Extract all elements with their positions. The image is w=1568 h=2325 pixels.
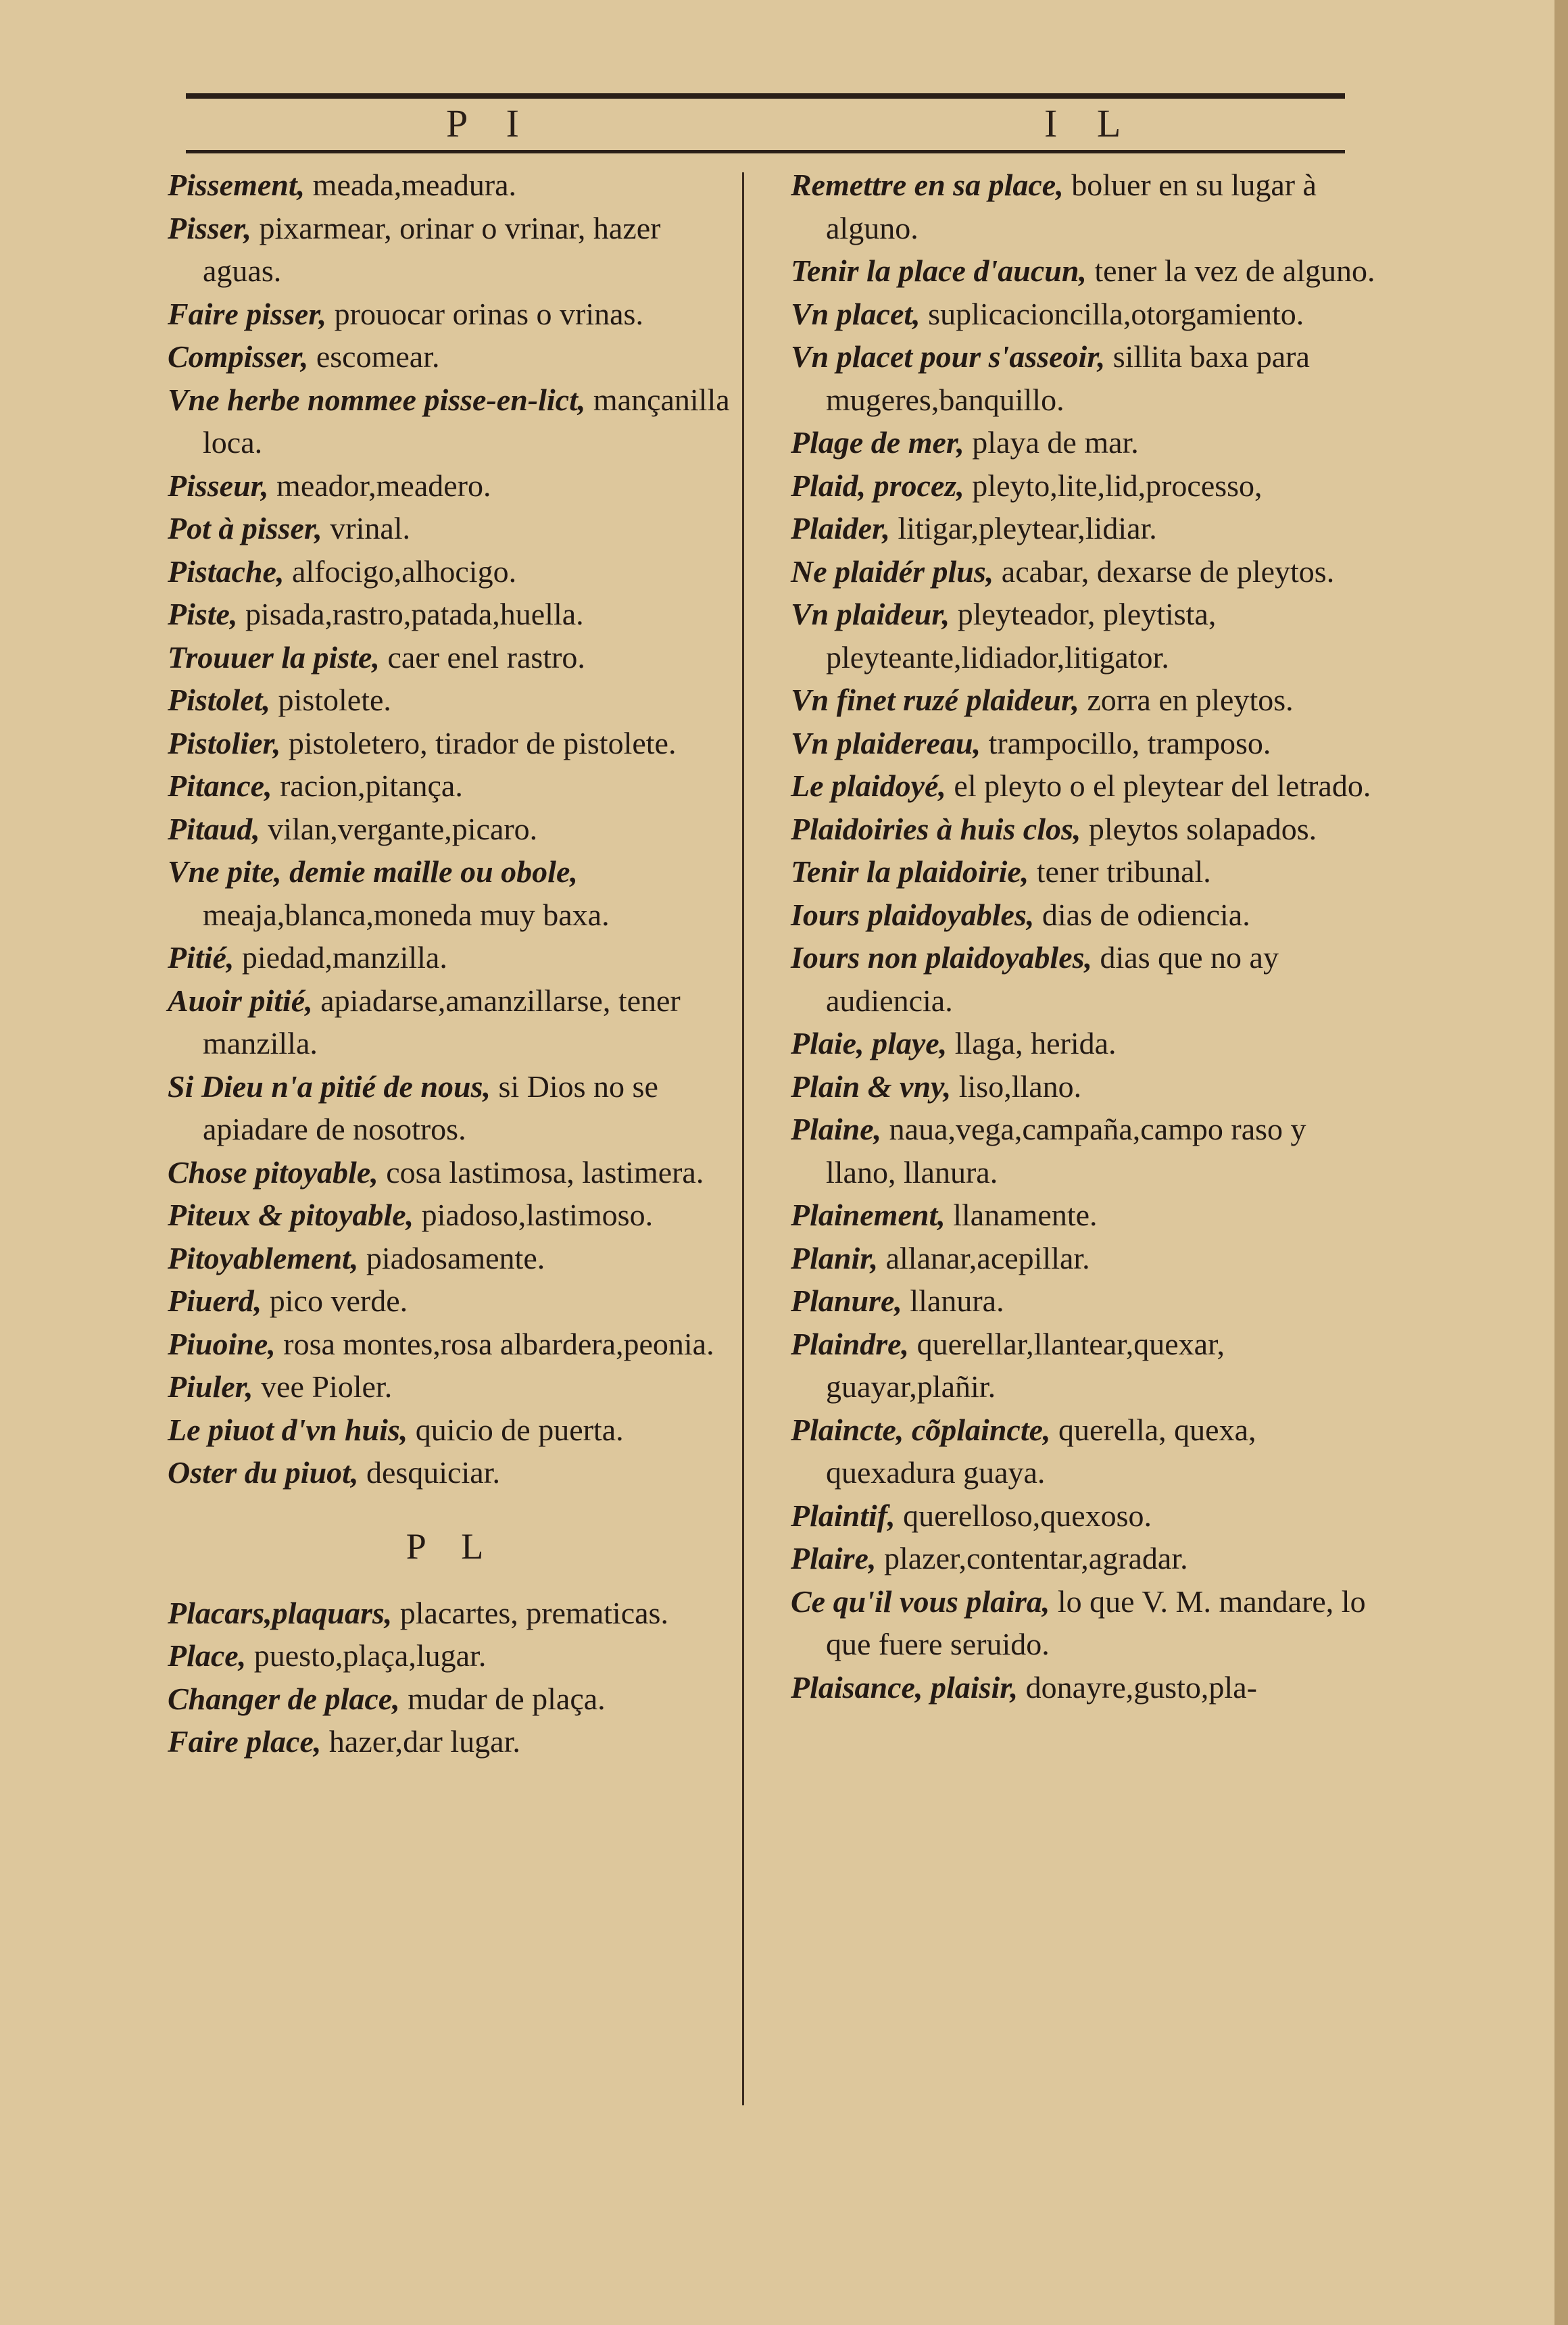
dictionary-entry — [168, 593, 735, 636]
dictionary-entry — [168, 1365, 735, 1409]
entry-headword: Vne herbe nommee pisse-en-lict, — [168, 382, 586, 417]
entry-translation: cosa lastimosa, lastimera. — [386, 1154, 704, 1190]
entry-headword: Iours plaidoyables, — [791, 897, 1035, 932]
entry-translation: trampocillo, tramposo. — [988, 725, 1271, 760]
entry-headword: Si Dieu n'a pitié de nous, — [168, 1069, 491, 1104]
entry-headword: Plage de mer, — [791, 425, 964, 460]
entry-headword: Vn plaideur, — [791, 597, 950, 631]
left-entries-after — [168, 1592, 735, 1763]
entry-translation: piedad,manzilla. — [241, 940, 447, 975]
dictionary-entry — [168, 679, 735, 722]
dictionary-entry — [168, 1151, 735, 1194]
entry-translation: llanura. — [910, 1283, 1004, 1318]
entry-headword: Place, — [168, 1638, 247, 1673]
right-entries — [791, 164, 1379, 1709]
entry-translation: puesto,plaça,lugar. — [253, 1638, 487, 1673]
entry-headword: Pissement, — [168, 168, 305, 202]
dictionary-entry — [791, 808, 1379, 851]
dictionary-entry — [168, 1451, 735, 1494]
dictionary-entry — [791, 464, 1379, 508]
dictionary-entry — [168, 378, 735, 464]
entry-headword: Auoir pitié, — [168, 983, 313, 1018]
dictionary-entry — [168, 164, 735, 207]
entry-headword: Tenir la place d'aucun, — [791, 253, 1087, 288]
entry-headword: Piuerd, — [168, 1283, 262, 1318]
entry-headword: Vn placet, — [791, 296, 921, 331]
section-heading: P L — [406, 1525, 497, 1567]
entry-translation: querellar,llantear,quexar, guayar,plañir. — [826, 1326, 1225, 1404]
dictionary-entry — [791, 593, 1379, 679]
entry-headword: Piteux & pitoyable, — [168, 1198, 414, 1232]
entry-translation: plazer,contentar,agradar. — [883, 1541, 1188, 1575]
entry-translation: naua,vega,campaña,campo raso y llano, llanura. — [826, 1112, 1306, 1190]
dictionary-entry — [168, 722, 735, 765]
dictionary-entry — [791, 335, 1379, 421]
entry-translation: vee Pioler. — [261, 1369, 393, 1404]
entry-translation: meada,meadura. — [312, 168, 517, 202]
dictionary-entry — [791, 164, 1379, 249]
entry-translation: allanar,acepillar. — [885, 1240, 1090, 1275]
dictionary-entry — [791, 293, 1379, 336]
entry-headword: Iours non plaidoyables, — [791, 940, 1093, 975]
dictionary-entry — [168, 808, 735, 851]
dictionary-entry — [168, 936, 735, 979]
dictionary-entry — [791, 1580, 1379, 1666]
entry-headword: Plaid, procez, — [791, 468, 964, 503]
dictionary-entry — [168, 1720, 735, 1763]
dictionary-entry — [168, 207, 735, 293]
entry-headword: Pistolet, — [168, 683, 271, 717]
dictionary-entry — [168, 1592, 735, 1635]
entry-headword: Pitoyablement, — [168, 1240, 359, 1275]
dictionary-entry — [791, 249, 1379, 293]
entry-translation: acabar, dexarse de pleytos. — [1001, 554, 1335, 589]
entry-translation: rosa montes,rosa albardera,peonia. — [283, 1326, 714, 1361]
entry-translation: mudar de plaça. — [408, 1681, 606, 1716]
dictionary-entry — [168, 335, 735, 378]
entry-translation: escomear. — [316, 339, 440, 374]
dictionary-entry — [168, 1065, 735, 1151]
entry-translation: tener tribunal. — [1036, 854, 1211, 889]
entry-translation: llanamente. — [953, 1198, 1098, 1232]
entry-headword: Faire pisser, — [168, 296, 327, 331]
dictionary-entry — [168, 1279, 735, 1323]
entry-translation: lo que V. M. mandare, lo que fuere seruido. — [826, 1584, 1366, 1661]
entry-translation: racion,pitança. — [280, 768, 463, 803]
entry-translation: hazer,dar lugar. — [328, 1724, 520, 1759]
entry-translation: mançanilla loca. — [203, 382, 730, 460]
entry-translation: pistolete. — [278, 683, 391, 717]
entry-headword: Compisser, — [168, 339, 309, 374]
entry-translation: querella, quexa, quexadura guaya. — [826, 1412, 1256, 1490]
entry-headword: Le piuot d'vn huis, — [168, 1412, 408, 1447]
dictionary-entry — [791, 679, 1379, 722]
entry-headword: Plaindre, — [791, 1326, 910, 1361]
dictionary-entry — [791, 1065, 1379, 1108]
dictionary-entry — [791, 850, 1379, 894]
dictionary-entry — [168, 1237, 735, 1280]
dictionary-entry — [791, 550, 1379, 593]
dictionary-entry — [791, 936, 1379, 1022]
dictionary-entry — [168, 1678, 735, 1721]
entry-headword: Faire place, — [168, 1724, 322, 1759]
dictionary-entry — [168, 550, 735, 593]
dictionary-entry — [791, 722, 1379, 765]
entry-headword: Vn plaidereau, — [791, 725, 981, 760]
entry-translation: liso,llano. — [958, 1069, 1082, 1104]
running-head-right: I L — [1044, 101, 1136, 145]
entry-headword: Piuler, — [168, 1369, 253, 1404]
running-head-left: P I — [446, 101, 534, 145]
entry-headword: Changer de place, — [168, 1681, 400, 1716]
dictionary-entry — [168, 1194, 735, 1237]
entry-translation: piadoso,lastimoso. — [421, 1198, 654, 1232]
entry-translation: pleyteador, pleytista, pleyteante,lidiador,litigator. — [826, 597, 1217, 675]
entry-translation: suplicacioncilla,otorgamiento. — [928, 296, 1304, 331]
dictionary-entry — [791, 1108, 1379, 1194]
header-rule-bottom — [186, 150, 1345, 153]
entry-headword: Plaintif, — [791, 1498, 896, 1533]
entry-headword: Pistache, — [168, 554, 285, 589]
entry-translation: boluer en su lugar à alguno. — [826, 168, 1317, 245]
dictionary-entry — [791, 894, 1379, 937]
entry-translation: pistoletero, tirador de pistolete. — [288, 725, 677, 760]
entry-headword: Piste, — [168, 597, 238, 631]
entry-headword: Planure, — [791, 1283, 902, 1318]
right-column — [791, 164, 1379, 1709]
entry-headword: Pitié, — [168, 940, 235, 975]
entry-headword: Chose pitoyable, — [168, 1154, 378, 1190]
dictionary-entry — [791, 507, 1379, 550]
entry-headword: Plainement, — [791, 1198, 946, 1232]
entry-headword: Ce qu'il vous plaira, — [791, 1584, 1050, 1619]
entry-translation: apiadarse,amanzillarse, tener manzilla. — [203, 983, 681, 1060]
entry-headword: Vne pite, demie maille ou obole, — [168, 854, 578, 889]
dictionary-entry — [791, 1409, 1379, 1494]
entry-translation: pico verde. — [269, 1283, 408, 1318]
entry-headword: Oster du piuot, — [168, 1455, 359, 1490]
dictionary-entry — [168, 1323, 735, 1366]
dictionary-entry — [168, 1634, 735, 1678]
dictionary-entry — [791, 1323, 1379, 1409]
dictionary-entry — [791, 1537, 1379, 1580]
entry-headword: Vn finet ruzé plaideur, — [791, 683, 1079, 717]
entry-translation: donayre,gusto,pla- — [1025, 1669, 1257, 1705]
entry-headword: Plaine, — [791, 1112, 882, 1146]
entry-translation: zorra en pleytos. — [1087, 683, 1294, 717]
entry-headword: Piuoine, — [168, 1326, 276, 1361]
entry-translation: querelloso,quexoso. — [903, 1498, 1152, 1533]
dictionary-entry — [168, 507, 735, 550]
entry-translation: vilan,vergante,picaro. — [268, 811, 538, 846]
entry-translation: llaga, herida. — [954, 1026, 1117, 1060]
entry-headword: Remettre en sa place, — [791, 168, 1064, 202]
entry-translation: pleytos solapados. — [1088, 811, 1317, 846]
entry-translation: quicio de puerta. — [415, 1412, 624, 1447]
dictionary-entry — [168, 979, 735, 1065]
entry-translation: meador,meadero. — [276, 468, 491, 503]
left-column — [168, 164, 735, 1763]
entry-translation: si Dios no se apiadare de nosotros. — [203, 1069, 658, 1146]
entry-headword: Pisseur, — [168, 468, 269, 503]
header-rule-top — [186, 93, 1345, 99]
entry-translation: placartes, prematicas. — [399, 1595, 668, 1630]
column-divider — [742, 172, 744, 2105]
entry-headword: Plaie, playe, — [791, 1026, 948, 1060]
dictionary-entry — [791, 1494, 1379, 1538]
dictionary-entry — [168, 1409, 735, 1452]
entry-translation: meaja,blanca,moneda muy baxa. — [203, 897, 610, 932]
entry-headword: Plaisance, plaisir, — [791, 1669, 1019, 1705]
dictionary-entry — [791, 1279, 1379, 1323]
entry-headword: Plain & vny, — [791, 1069, 952, 1104]
entry-headword: Pisser, — [168, 210, 251, 245]
entry-headword: Plaider, — [791, 511, 890, 545]
entry-headword: Placars,plaquars, — [168, 1595, 393, 1630]
entry-headword: Tenir la plaidoirie, — [791, 854, 1029, 889]
entry-headword: Pitance, — [168, 768, 272, 803]
dictionary-entry — [791, 1022, 1379, 1065]
entry-translation: sillita baxa para mugeres,banquillo. — [826, 339, 1310, 417]
entry-headword: Vn placet pour s'asseoir, — [791, 339, 1106, 374]
entry-translation: caer enel rastro. — [387, 639, 585, 675]
dictionary-entry — [791, 1194, 1379, 1237]
entry-headword: Pitaud, — [168, 811, 260, 846]
entry-headword: Le plaidoyé, — [791, 768, 946, 803]
entry-translation: piadosamente. — [366, 1240, 545, 1275]
page-edge — [1554, 0, 1568, 2325]
entry-headword: Pot à pisser, — [168, 511, 322, 545]
entry-translation: prouocar orinas o vrinas. — [334, 296, 643, 331]
dictionary-entry — [791, 1666, 1379, 1709]
entry-translation: dias que no ay audiencia. — [826, 940, 1279, 1018]
entry-translation: el pleyto o el pleytear del letrado. — [954, 768, 1371, 803]
entry-translation: playa de mar. — [972, 425, 1139, 460]
entry-translation: pleyto,lite,lid,processo, — [972, 468, 1263, 503]
entry-translation: tener la vez de alguno. — [1094, 253, 1375, 288]
entry-translation: alfocigo,alhocigo. — [291, 554, 517, 589]
entry-headword: Ne plaidér plus, — [791, 554, 994, 589]
entry-headword: Plaire, — [791, 1541, 877, 1575]
entry-translation: dias de odiencia. — [1042, 897, 1250, 932]
entry-headword: Trouuer la piste, — [168, 639, 380, 675]
dictionary-entry — [168, 464, 735, 508]
entry-headword: Pistolier, — [168, 725, 281, 760]
dictionary-entry — [791, 1237, 1379, 1280]
entry-headword: Planir, — [791, 1240, 879, 1275]
dictionary-entry — [168, 764, 735, 808]
dictionary-entry — [168, 293, 735, 336]
dictionary-entry — [791, 764, 1379, 808]
dictionary-entry — [791, 421, 1379, 464]
entry-translation: vrinal. — [330, 511, 411, 545]
entry-headword: Plaincte, cõplaincte, — [791, 1412, 1051, 1447]
left-entries — [168, 164, 735, 1494]
entry-translation: pixarmear, orinar o vrinar, hazer aguas. — [203, 210, 661, 288]
dictionary-entry — [168, 636, 735, 679]
entry-translation: desquiciar. — [366, 1455, 500, 1490]
entry-headword: Plaidoiries à huis clos, — [791, 811, 1081, 846]
entry-translation: pisada,rastro,patada,huella. — [245, 597, 584, 631]
dictionary-entry — [168, 850, 735, 936]
entry-translation: litigar,pleytear,lidiar. — [898, 511, 1157, 545]
